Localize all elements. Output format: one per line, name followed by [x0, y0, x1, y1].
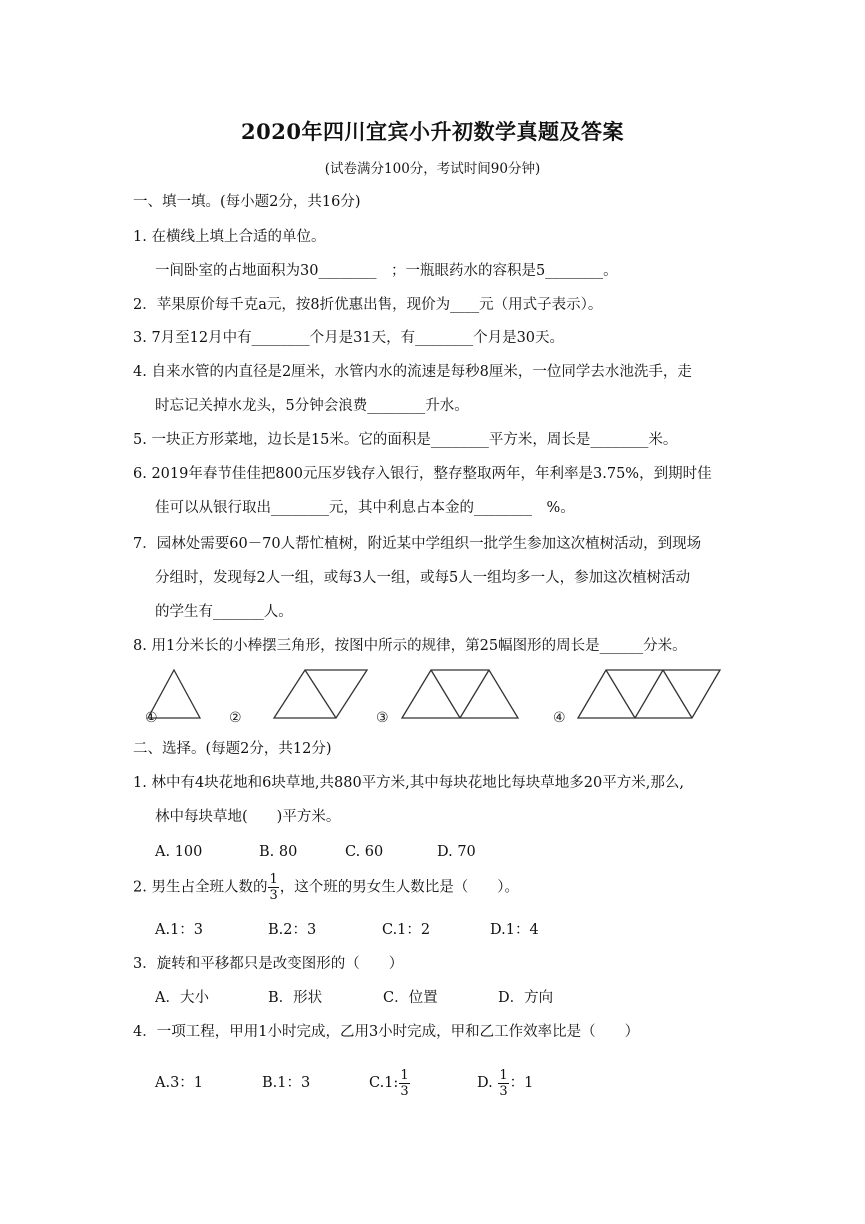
s2-q2-stem-after: ，这个班的男女生人数比是（ ）。 [279, 879, 519, 896]
s1-q6-line2: 佳可以从银行取出________元，其中利息占本金的________ %。 [155, 500, 575, 516]
s2-q2-stem [133, 872, 519, 903]
figure-label-4: ④ [553, 710, 566, 726]
figure-3-triangles [402, 670, 518, 718]
figure-label-3: ③ [376, 710, 389, 726]
s2-q3-option-a: A．大小 [155, 990, 209, 1006]
s2-q1-line1: 1. 林中有4块花地和6块草地,共880平方米,其中每块花地比每块草地多20平方米,那么, [133, 775, 684, 791]
s2-q2-option-d: D.1：4 [490, 922, 539, 938]
section1-heading: 一、填一填。(每小题2分，共16分) [133, 194, 361, 210]
s2-q1-line2: 林中每块草地( )平方米。 [155, 809, 341, 825]
s1-q3: 3. 7月至12月中有________个月是31天，有________个月是30天。 [133, 330, 565, 346]
section2-heading: 二、选择。(每题2分，共12分) [133, 741, 332, 757]
s2-q4-option-d: D. $\frac{1}{3}$ ：1 [477, 1067, 534, 1099]
s1-q7-line1: 7．园林处需要60－70人帮忙植树，附近某中学组织一批学生参加这次植树活动，到现场 [133, 536, 702, 552]
s1-q4-line1: 4. 自来水管的内直径是2厘米，水管内水的流速是每秒8厘米，一位同学去水池洗手，走 [133, 364, 692, 380]
s1-q5: 5. 一块正方形菜地，边长是15米。它的面积是________平方米，周长是________米。 [133, 432, 678, 448]
s2-q3-option-b: B．形状 [268, 990, 323, 1006]
s2-q3-option-c: C．位置 [383, 990, 438, 1006]
s1-q8: 8. 用1分米长的小棒摆三角形，按图中所示的规律，第25幅图形的周长是______分米。 [133, 638, 687, 654]
page-title: 2020年四川宜宾小升初数学真题及答案 [241, 119, 624, 144]
s1-q2: 2．苹果原价每千克a元，按8折优惠出售，现价为____元（用式子表示）。 [133, 297, 603, 313]
figure-label-1: ① [145, 710, 158, 726]
s1-q1-line1: 1. 在横线上填上合适的单位。 [133, 229, 326, 245]
triangle-pattern-figure [140, 662, 730, 728]
figure-4-triangles [578, 670, 720, 718]
s2-q2-option-a: A.1：3 [155, 922, 204, 938]
s2-q4-stem: 4．一项工程，甲用1小时完成，乙用3小时完成，甲和乙工作效率比是（ ） [133, 1024, 640, 1040]
s2-q2-stem-before: 2. 男生占全班人数的 [133, 879, 268, 896]
fraction-one-third-d: $\frac{1}{3}$ [499, 1067, 508, 1099]
s1-q7-line2: 分组时，发现每2人一组，或每3人一组，或每5人一组均多一人，参加这次植树活动 [155, 570, 691, 586]
exam-info: (试卷满分100分，考试时间90分钟) [324, 161, 541, 177]
s2-q1-option-a: A. 100 [155, 844, 203, 860]
fraction-one-third-c: $\frac{1}{3}$ [400, 1067, 409, 1099]
figure-label-2: ② [229, 710, 242, 726]
s2-q4-option-b: B.1：3 [262, 1075, 311, 1091]
figure-2-triangles [274, 670, 367, 718]
s2-q4-option-c: C.1: $\frac{1}{3}$ [369, 1067, 409, 1099]
s1-q1-line2: 一间卧室的占地面积为30________ ；一瓶眼药水的容积是5________。 [155, 263, 618, 279]
s2-q1-option-d: D. 70 [437, 844, 476, 860]
s1-q7-line3: 的学生有_______人。 [155, 604, 293, 620]
s1-q6-line1: 6. 2019年春节佳佳把800元压岁钱存入银行，整存整取两年，年利率是3.75%，到期时佳 [133, 466, 712, 482]
s2-q4-option-a: A.3：1 [155, 1075, 204, 1091]
s2-q1-option-c: C. 60 [345, 844, 384, 860]
s2-q1-option-b: B. 80 [259, 844, 298, 860]
s1-q4-line2: 时忘记关掉水龙头，5分钟会浪费________升水。 [155, 398, 469, 414]
s2-q2-option-b: B.2：3 [268, 922, 317, 938]
fraction-one-third: $\frac{1}{3}$ [269, 872, 278, 903]
s2-q2-option-c: C.1：2 [382, 922, 431, 938]
s2-q3-stem: 3．旋转和平移都只是改变图形的（ ） [133, 956, 404, 972]
s2-q3-option-d: D．方向 [498, 990, 554, 1006]
